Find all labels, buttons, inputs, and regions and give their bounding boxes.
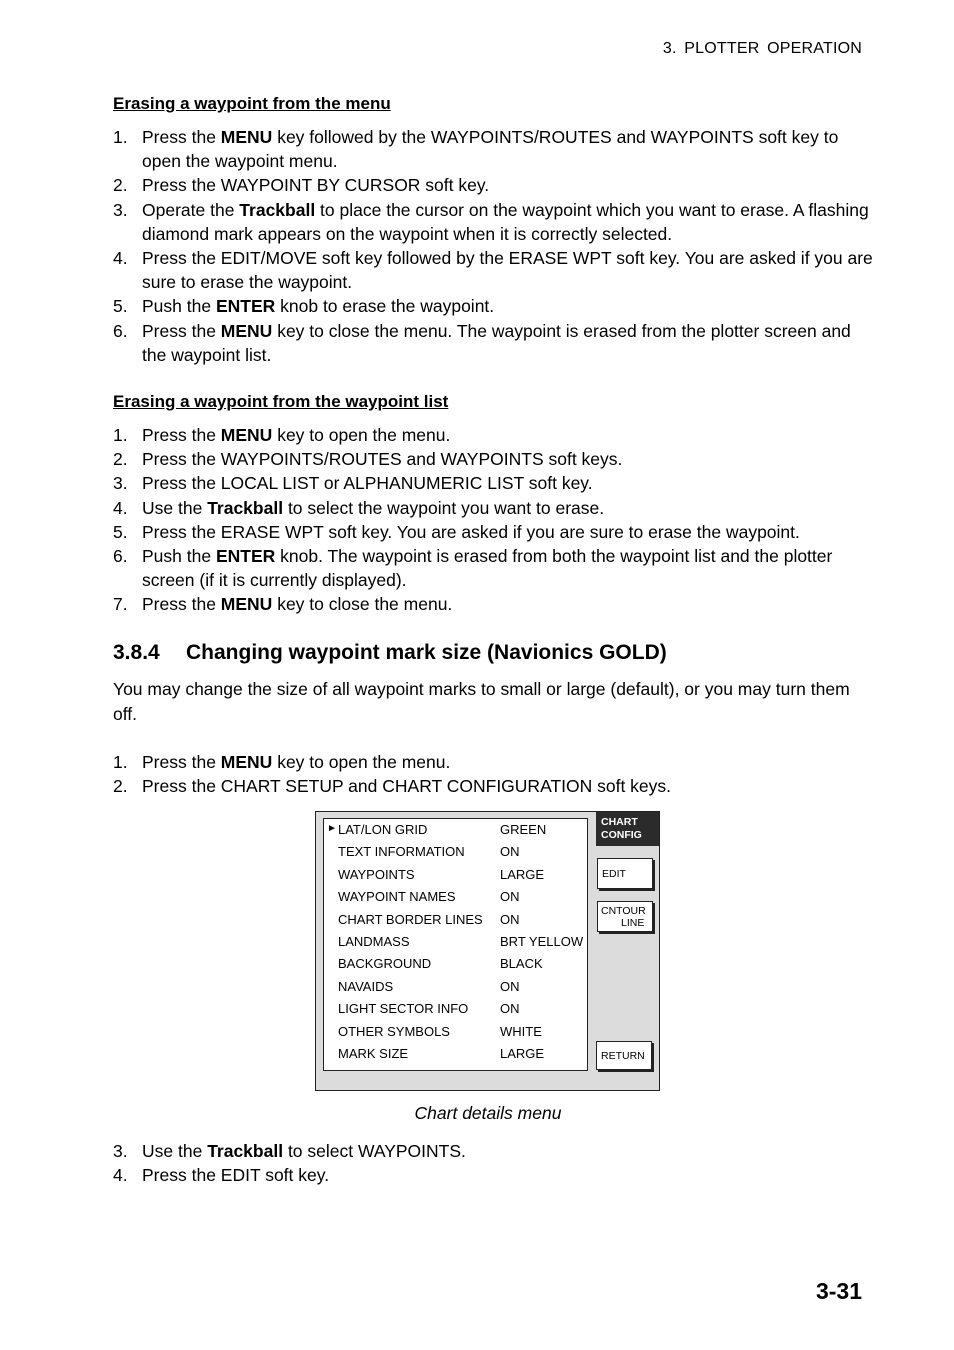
list-item [113, 1139, 873, 1163]
menu-item[interactable] [324, 932, 589, 954]
step-number: 4. [113, 1165, 128, 1186]
menu-item-value: BLACK [500, 956, 543, 972]
steps-erase-from-menu [113, 125, 873, 367]
step-text: Press the [142, 320, 221, 341]
menu-item-value: WHITE [500, 1023, 542, 1039]
menu-item-label: OTHER SYMBOLS [338, 1023, 450, 1039]
section-title-text: Changing waypoint mark size (Navionics GOLD) [186, 641, 667, 664]
running-header: 3. PLOTTER OPERATION [662, 40, 862, 57]
step-text: key to open the menu. [272, 752, 451, 772]
step-text: Press the [142, 425, 221, 445]
list-item [113, 544, 873, 592]
menu-item-label: LANDMASS [338, 934, 410, 949]
list-item [113, 423, 873, 447]
menu-item[interactable] [324, 865, 589, 887]
menu-item[interactable] [324, 1044, 589, 1066]
list-item [113, 774, 873, 798]
step-text: knob to erase the waypoint. [275, 296, 495, 317]
menu-item[interactable] [324, 820, 589, 842]
menu-item-label: LAT/LON GRID [338, 822, 428, 837]
menu-item-value: GREEN [500, 822, 547, 837]
list-item [113, 198, 873, 246]
step-number: 6. [113, 320, 128, 341]
softkey-title-line2: CONFIG [601, 829, 642, 841]
menu-item[interactable] [324, 1022, 589, 1044]
step-text: Press the CHART SETUP and CHART CONFIGURATION soft keys. [142, 776, 672, 797]
menu-item-value: LARGE [500, 1046, 545, 1061]
softkey-title-line1: CHART [601, 816, 638, 828]
list-item [113, 319, 873, 367]
step-text: Press the [142, 752, 221, 772]
softkey-title-chart-config [596, 812, 659, 846]
key-name: MENU [220, 425, 273, 445]
step-text: Press the EDIT/MOVE soft key followed by the ERASE WPT soft key. You are asked if you are sure to erase the waypoint. [142, 248, 873, 293]
steps-erase-from-list [113, 423, 873, 617]
step-number: 2. [113, 776, 128, 797]
step-text: Use the [142, 497, 208, 518]
step-text: Press the ERASE WPT soft key. You are asked if you are sure to erase the waypoint. [142, 521, 800, 542]
step-number: 4. [113, 497, 128, 518]
step-text: Press the [142, 127, 221, 147]
key-name: Trackball [239, 199, 316, 220]
step-text: knob. The waypoint is erased from both the waypoint list and the plotter screen (if it is currently displayed). [142, 546, 833, 591]
menu-item-value: LARGE [500, 866, 545, 882]
step-number: 3. [113, 1141, 128, 1161]
cursor-arrow-icon: ► [327, 823, 337, 834]
intro-paragraph: You may change the size of all waypoint marks to small or large (default), or you may turn them off. [113, 679, 850, 724]
step-text: key to close the menu. [272, 594, 453, 615]
key-name: Trackball [207, 1141, 284, 1161]
list-item [113, 246, 873, 294]
step-text: to select WAYPOINTS. [283, 1141, 466, 1161]
step-text: key to open the menu. [272, 425, 451, 445]
step-number: 5. [113, 296, 128, 317]
step-text: key to close the menu. The waypoint is erased from the plotter screen and the waypoint list. [142, 320, 851, 365]
step-number: 4. [113, 248, 128, 269]
return-softkey-label: RETURN [601, 1050, 645, 1062]
menu-item-value: ON [500, 1001, 520, 1017]
list-item [113, 750, 873, 774]
list-item [113, 294, 873, 318]
key-name: ENTER [215, 296, 276, 317]
menu-item-label: BACKGROUND [338, 956, 432, 972]
contour-softkey-line1: CNTOUR [601, 905, 646, 917]
contour-line-softkey[interactable] [597, 901, 653, 932]
steps-mark-size-b [113, 1139, 873, 1187]
step-number: 1. [113, 425, 128, 445]
list-item [113, 173, 873, 197]
step-number: 3. [113, 199, 128, 220]
step-text: to place the cursor on the waypoint which you want to erase. A flashing diamond mark appears on the waypoint when it is correctly selected. [142, 199, 869, 244]
step-number: 1. [113, 752, 128, 772]
list-item [113, 471, 873, 495]
list-item [113, 592, 873, 616]
figure-caption: Chart details menu [414, 1103, 562, 1123]
menu-item[interactable] [324, 954, 589, 976]
step-text: Push the [142, 296, 216, 317]
key-name: ENTER [215, 546, 276, 567]
contour-softkey-line2: LINE [621, 917, 645, 929]
step-text: Press the [142, 594, 221, 615]
edit-softkey-label: EDIT [602, 868, 626, 880]
steps-mark-size-a [113, 750, 873, 798]
step-text: Press the LOCAL LIST or ALPHANUMERIC LIST soft key. [142, 473, 593, 494]
menu-item-label: WAYPOINT NAMES [338, 889, 456, 905]
step-text: Press the WAYPOINTS/ROUTES and WAYPOINTS soft keys. [142, 449, 623, 470]
menu-item[interactable] [324, 887, 589, 909]
step-text: to select the waypoint you want to erase. [283, 497, 605, 518]
menu-item-value: ON [500, 889, 520, 905]
menu-item-value: BRT YELLOW [500, 934, 584, 949]
chart-config-menu-list [323, 818, 588, 1071]
step-text: Use the [142, 1141, 208, 1161]
step-text: Push the [142, 546, 216, 567]
menu-item-label: TEXT INFORMATION [338, 844, 465, 860]
menu-item-value: ON [500, 911, 520, 927]
menu-item-label: MARK SIZE [338, 1046, 409, 1061]
step-number: 5. [113, 521, 128, 542]
list-item [113, 520, 873, 544]
menu-item[interactable] [324, 910, 589, 932]
step-number: 6. [113, 546, 128, 567]
section-heading-erase-from-list: Erasing a waypoint from the waypoint list [113, 392, 449, 411]
step-number: 2. [113, 175, 128, 196]
key-name: Trackball [207, 497, 284, 518]
menu-item[interactable] [324, 977, 589, 999]
menu-item[interactable] [324, 999, 589, 1021]
page-number: 3-31 [815, 1278, 862, 1304]
edit-softkey[interactable] [597, 858, 653, 889]
step-number: 7. [113, 594, 128, 615]
step-text: Press the EDIT soft key. [142, 1165, 330, 1186]
menu-item-value: ON [500, 978, 520, 994]
list-item [113, 1163, 873, 1187]
step-number: 1. [113, 127, 128, 147]
step-text: Operate the [142, 199, 240, 220]
key-name: MENU [220, 320, 273, 341]
list-item [113, 496, 873, 520]
key-name: MENU [220, 127, 273, 147]
key-name: MENU [220, 752, 273, 772]
return-softkey[interactable] [596, 1041, 652, 1070]
list-item [113, 125, 873, 173]
menu-item[interactable] [324, 842, 589, 864]
key-name: MENU [220, 594, 273, 615]
step-number: 3. [113, 473, 128, 494]
menu-item-label: CHART BORDER LINES [338, 911, 483, 927]
menu-item-label: WAYPOINTS [338, 866, 415, 882]
step-text: Press the WAYPOINT BY CURSOR soft key. [142, 175, 490, 196]
section-number: 3.8.4 [113, 641, 160, 664]
menu-item-value: ON [500, 844, 520, 860]
menu-item-label: LIGHT SECTOR INFO [338, 1001, 469, 1017]
menu-item-label: NAVAIDS [338, 978, 394, 994]
step-text: key followed by the WAYPOINTS/ROUTES and WAYPOINTS soft key to open the waypoint menu. [142, 127, 839, 172]
step-number: 2. [113, 449, 128, 470]
section-heading-erase-from-menu: Erasing a waypoint from the menu [113, 94, 391, 113]
section-title [113, 641, 667, 665]
list-item [113, 447, 873, 471]
